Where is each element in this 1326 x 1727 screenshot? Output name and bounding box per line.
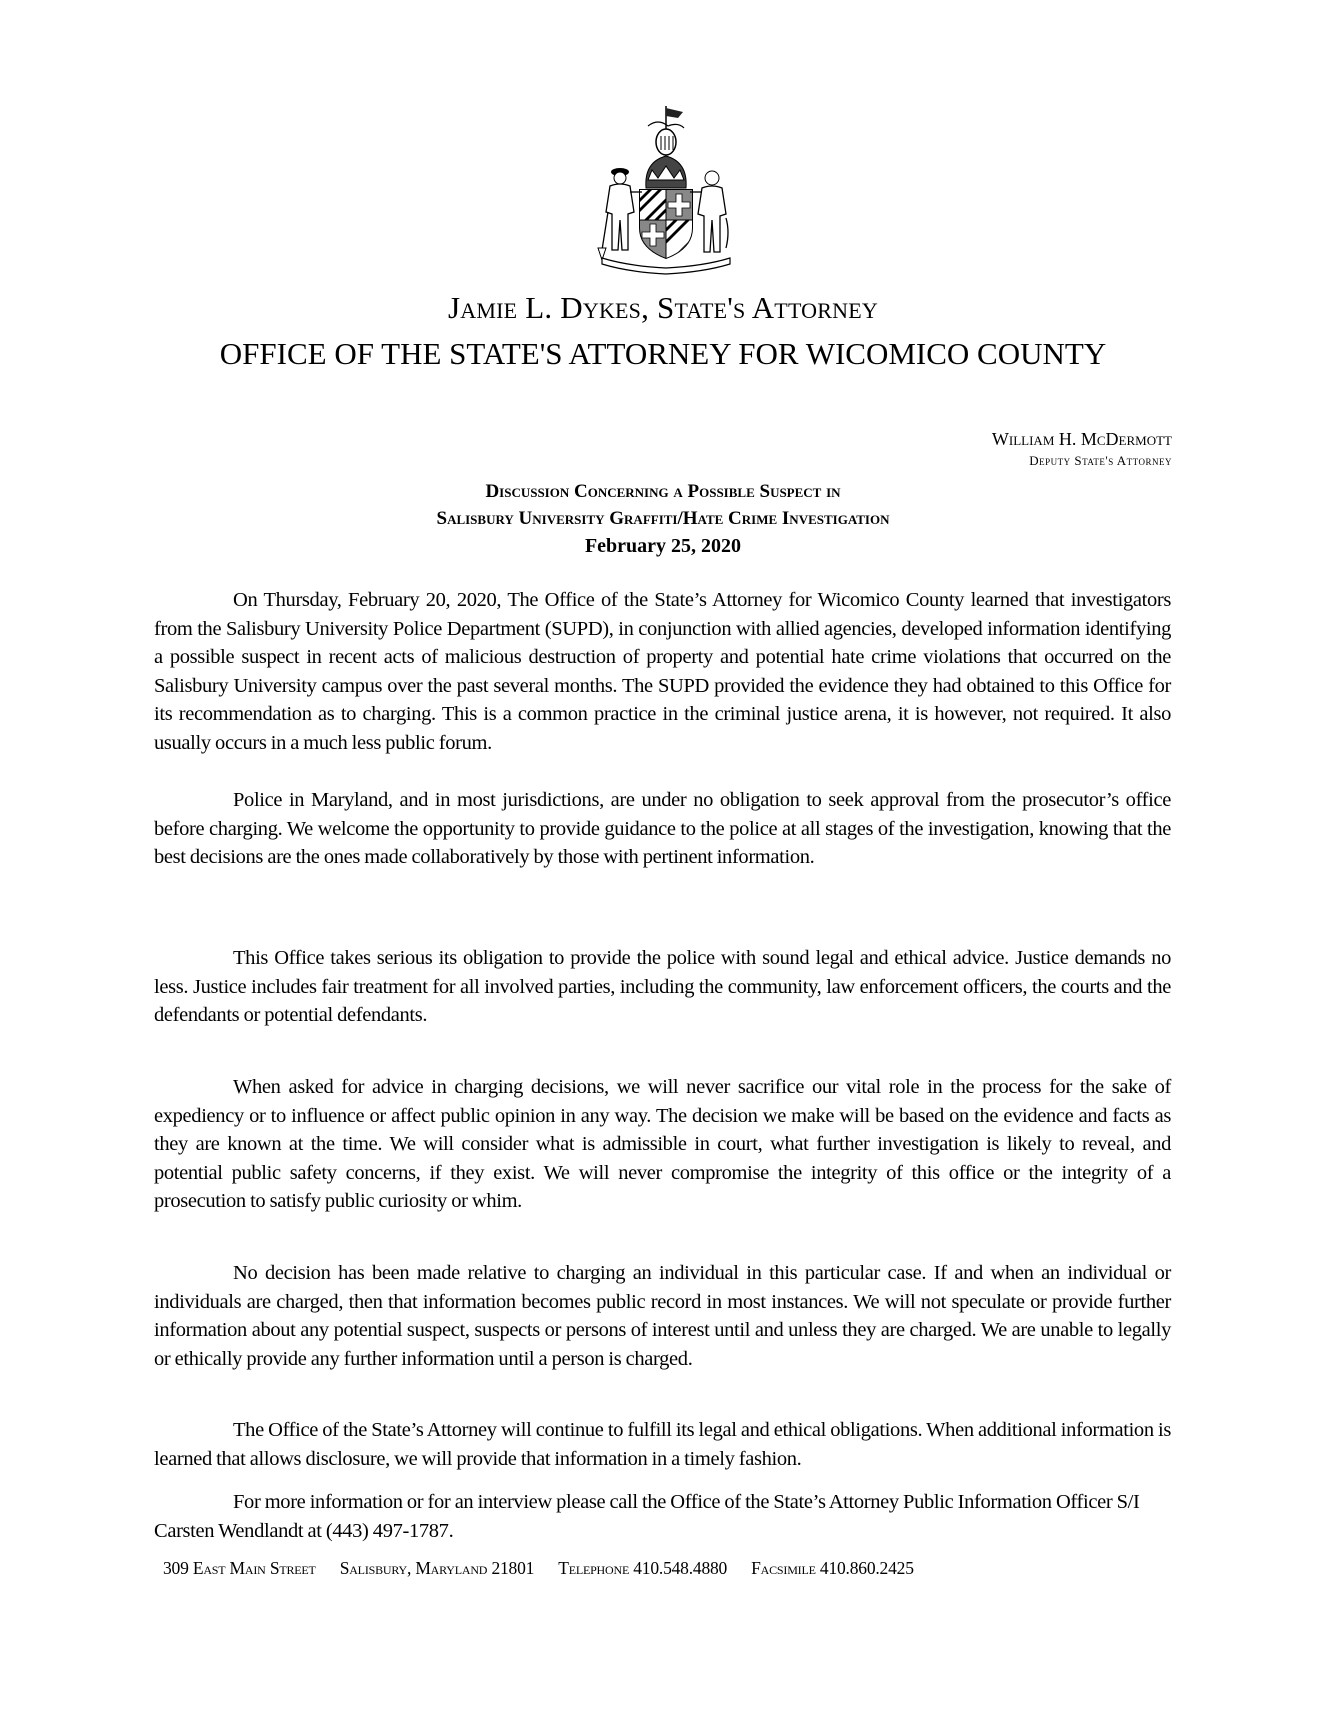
document-title-line-2: Salisbury University Graffiti/Hate Crime Investigation <box>436 508 890 529</box>
footer-telephone: Telephone 410.548.4880 <box>558 1558 728 1578</box>
maryland-seal-icon <box>588 100 743 275</box>
paragraph-text: No decision has been made relative to charging an individual in this particular case. If and when an individual or individuals are charged, then that information becomes public record in most instances. We will not speculate or provide further information about any potential suspect, suspects or persons of interest until and unless they are charged. We are unable to legally or ethically provide any further information until a person is charged. <box>154 1262 1171 1370</box>
footer-street: 309 East Main Street <box>163 1558 316 1578</box>
footer-facsimile: Facsimile 410.860.2425 <box>751 1558 914 1578</box>
body-paragraph <box>154 786 1171 872</box>
contact-paragraph <box>154 1488 1171 1545</box>
document-title-line-1: Discussion Concerning a Possible Suspect in <box>485 481 841 502</box>
footer-city: Salisbury, Maryland 21801 <box>339 1558 535 1578</box>
body-paragraph <box>154 586 1171 758</box>
paragraph-text: For more information or for an interview please call the Office of the State’s Attorney Public Information Officer S/I Carsten Wendlandt at (443) 497-1787. <box>154 1491 1140 1542</box>
paragraph-text: Police in Maryland, and in most jurisdictions, are under no obligation to seek approval from the prosecutor’s office before charging. We welcome the opportunity to provide guidance to the police at all stages of the investigation, knowing that the best decisions are the ones made collaboratively by those with pertinent information. <box>154 789 1171 869</box>
letterhead-office-name: OFFICE OF THE STATE'S ATTORNEY FOR WICOMICO COUNTY <box>219 336 1107 371</box>
paragraph-text: This Office takes serious its obligation to provide the police with sound legal and ethical advice. Justice demands no less. Justice includes fair treatment for all involved parties, including the community, law enforcement officers, the courts and the defendants or potential defendants. <box>154 947 1171 1027</box>
footer-address-bar <box>163 1556 914 1580</box>
paragraph-text: On Thursday, February 20, 2020, The Office of the State’s Attorney for Wicomico County learned that investigators from the Salisbury University Police Department (SUPD), in conjunction with allied agencies, developed information identifying a possible suspect in recent acts of malicious destruction of property and potential hate crime violations that occurred on the Salisbury University campus over the past several months. The SUPD provided the evidence they had obtained to this Office for its recommendation as to charging. This is a common practice in the criminal justice arena, it is however, not required. It also usually occurs in a much less public forum. <box>154 589 1171 754</box>
deputy-name: William H. McDermott <box>991 429 1172 449</box>
letterhead-attorney-name: Jamie L. Dykes, State's Attorney <box>448 290 878 325</box>
document-date: February 25, 2020 <box>584 535 742 557</box>
body-paragraph <box>154 1416 1171 1473</box>
paragraph-text: When asked for advice in charging decisions, we will never sacrifice our vital role in the process for the sake of expediency or to influence or affect public opinion in any way. The decision we make will be based on the evidence and facts as they are known at the time. We will consider what is admissible in court, what further investigation is likely to reveal, and potential public safety concerns, if they exist. We will never compromise the integrity of this office or the integrity of a prosecution to satisfy public curiosity or whim. <box>154 1076 1171 1213</box>
body-paragraph <box>154 1073 1171 1216</box>
paragraph-text: The Office of the State’s Attorney will continue to fulfill its legal and ethical obligations. When additional information is learned that allows disclosure, we will provide that information in a timely fashion. <box>154 1419 1171 1470</box>
deputy-title: Deputy State's Attorney <box>1029 453 1172 468</box>
body-paragraph <box>154 1259 1171 1373</box>
body-paragraph <box>154 944 1171 1030</box>
